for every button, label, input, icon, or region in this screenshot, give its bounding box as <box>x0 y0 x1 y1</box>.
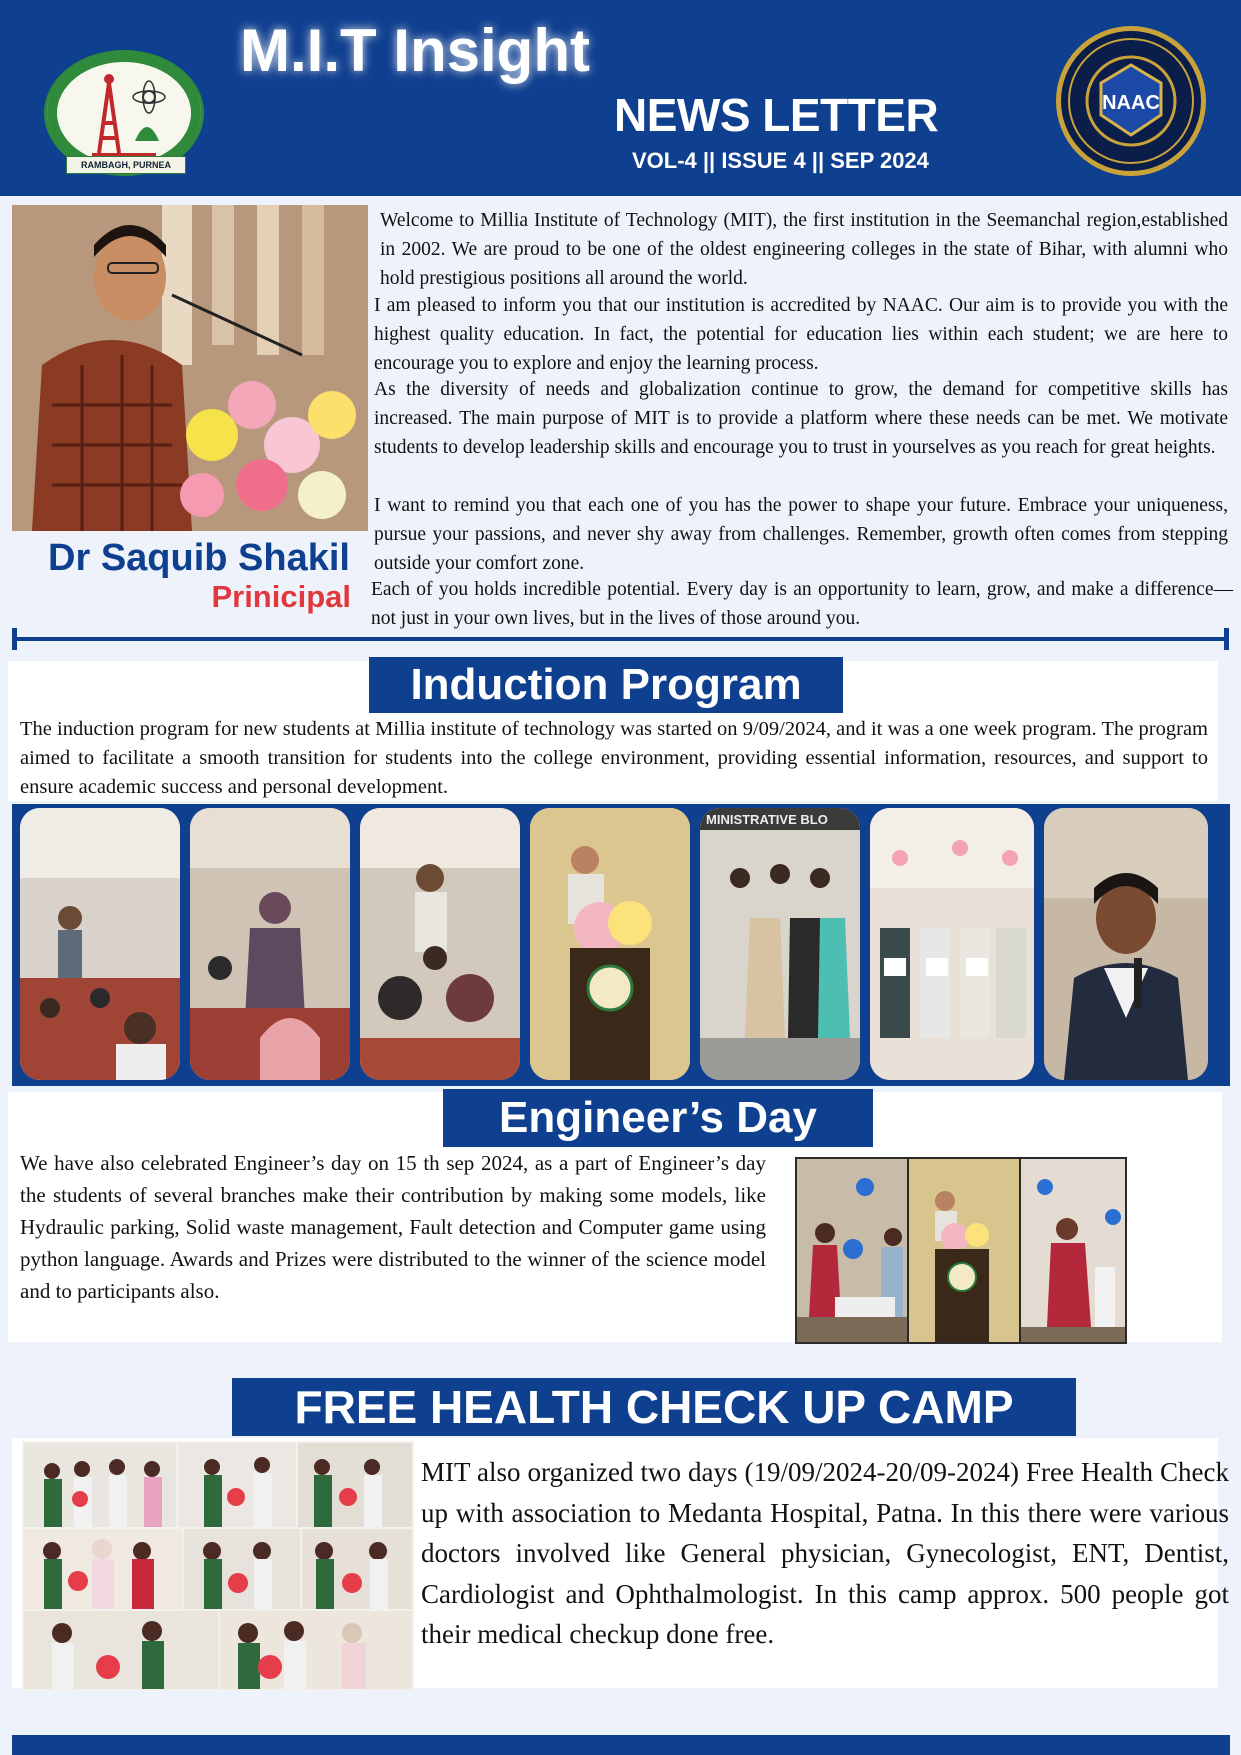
gallery-photo <box>20 808 180 1080</box>
gallery-photo <box>1044 808 1208 1080</box>
collage-photo <box>24 1529 182 1609</box>
engineers-day-photos <box>795 1157 1127 1344</box>
photo-sign-text: MINISTRATIVE BLO <box>706 812 828 827</box>
collage-photo <box>178 1443 296 1527</box>
induction-description: The induction program for new students at Millia institute of technology was started on 9/09/2024, and it was a one week program. The program aimed to facilitate a smooth transition for students into the college environment, providing essential information, resources, and support to ensure academic success and personal development. <box>20 718 1208 798</box>
collage-photo <box>24 1611 218 1689</box>
collage-photo <box>298 1443 412 1527</box>
section-heading-engineers-day: Engineer’s Day <box>443 1089 873 1147</box>
gallery-photo <box>530 808 690 1080</box>
section-divider <box>14 637 1228 641</box>
naac-accreditation-seal <box>1056 26 1206 176</box>
collage-photo <box>184 1529 300 1609</box>
welcome-paragraph: Each of you holds incredible potential. Every day is an opportunity to learn, grow, and make a difference—not just in your own lives, but in the lives of those around you. <box>371 579 1233 629</box>
health-camp-collage <box>22 1441 414 1691</box>
engineers-day-description: We have also celebrated Engineer’s day on 15 th sep 2024, as a part of Engineer’s day the students of several branches make their contribution by making some models, like Hydraulic parking, Solid waste management, Fault detection and Computer game using python language. Awards and Prizes were distributed to the winner of the science model and to participants also. <box>20 1151 766 1303</box>
newsletter-title: M.I.T Insight <box>240 17 590 84</box>
welcome-paragraph: I want to remind you that each one of you has the power to shape your future. Embrace your uniqueness, pursue your passions, and never shy away from challenges. Remember, growth often comes from stepping outside your comfort zone. <box>374 495 1228 574</box>
gallery-photo <box>360 808 520 1080</box>
gallery-photo <box>700 808 860 1080</box>
section-heading-health-camp: FREE HEALTH CHECK UP CAMP <box>232 1378 1076 1436</box>
welcome-paragraph: I am pleased to inform you that our institution is accredited by NAAC. Our aim is to provide you with the highest quality education. In fact, the potential for education lies within each student; we are here to encourage you to explore and enjoy the learning process. <box>374 295 1228 374</box>
issue-info: VOL-4 || ISSUE 4 || SEP 2024 <box>632 148 929 173</box>
divider-cap <box>1224 628 1229 650</box>
welcome-paragraph: As the diversity of needs and globalization continue to grow, the demand for competitive skills has increased. The main purpose of MIT is to provide a platform where these needs can be met. We motivate students to develop leadership skills and encourage you to trust in yourselves as you reach for great heights. <box>374 379 1228 458</box>
collage-photo <box>220 1611 412 1689</box>
principal-role: Prinicipal <box>211 579 351 614</box>
welcome-paragraph: Welcome to Millia Institute of Technology (MIT), the first institution in the Seemanchal region,established in 2002. We are proud to be one of the oldest engineering colleges in the state of Bihar, with alumni who hold prestigious positions all around the world. <box>380 210 1228 289</box>
principal-name: Dr Saquib Shakil <box>48 537 350 579</box>
section-heading-induction: Induction Program <box>369 657 843 713</box>
logo-ribbon-text: RAMBAGH, PURNEA <box>66 156 186 174</box>
collage-photo <box>24 1443 176 1527</box>
svg-text:NAAC: NAAC <box>1102 92 1160 114</box>
newsletter-label: NEWS LETTER <box>614 89 939 141</box>
gallery-photo <box>870 808 1034 1080</box>
principal-photo <box>12 205 368 531</box>
collage-photo <box>302 1529 412 1609</box>
health-camp-description: MIT also organized two days (19/09/2024-20/09-2024) Free Health Check up with association to Medanta Hospital, Patna. In this there were various doctors involved like General physician, Gynecologist, ENT, Dentist, Cardiologist and Ophthalmologist. In this camp approx. 500 people got their medical checkup done free. <box>421 1457 1229 1649</box>
gallery-photo <box>190 808 350 1080</box>
footer-bar <box>12 1735 1230 1755</box>
